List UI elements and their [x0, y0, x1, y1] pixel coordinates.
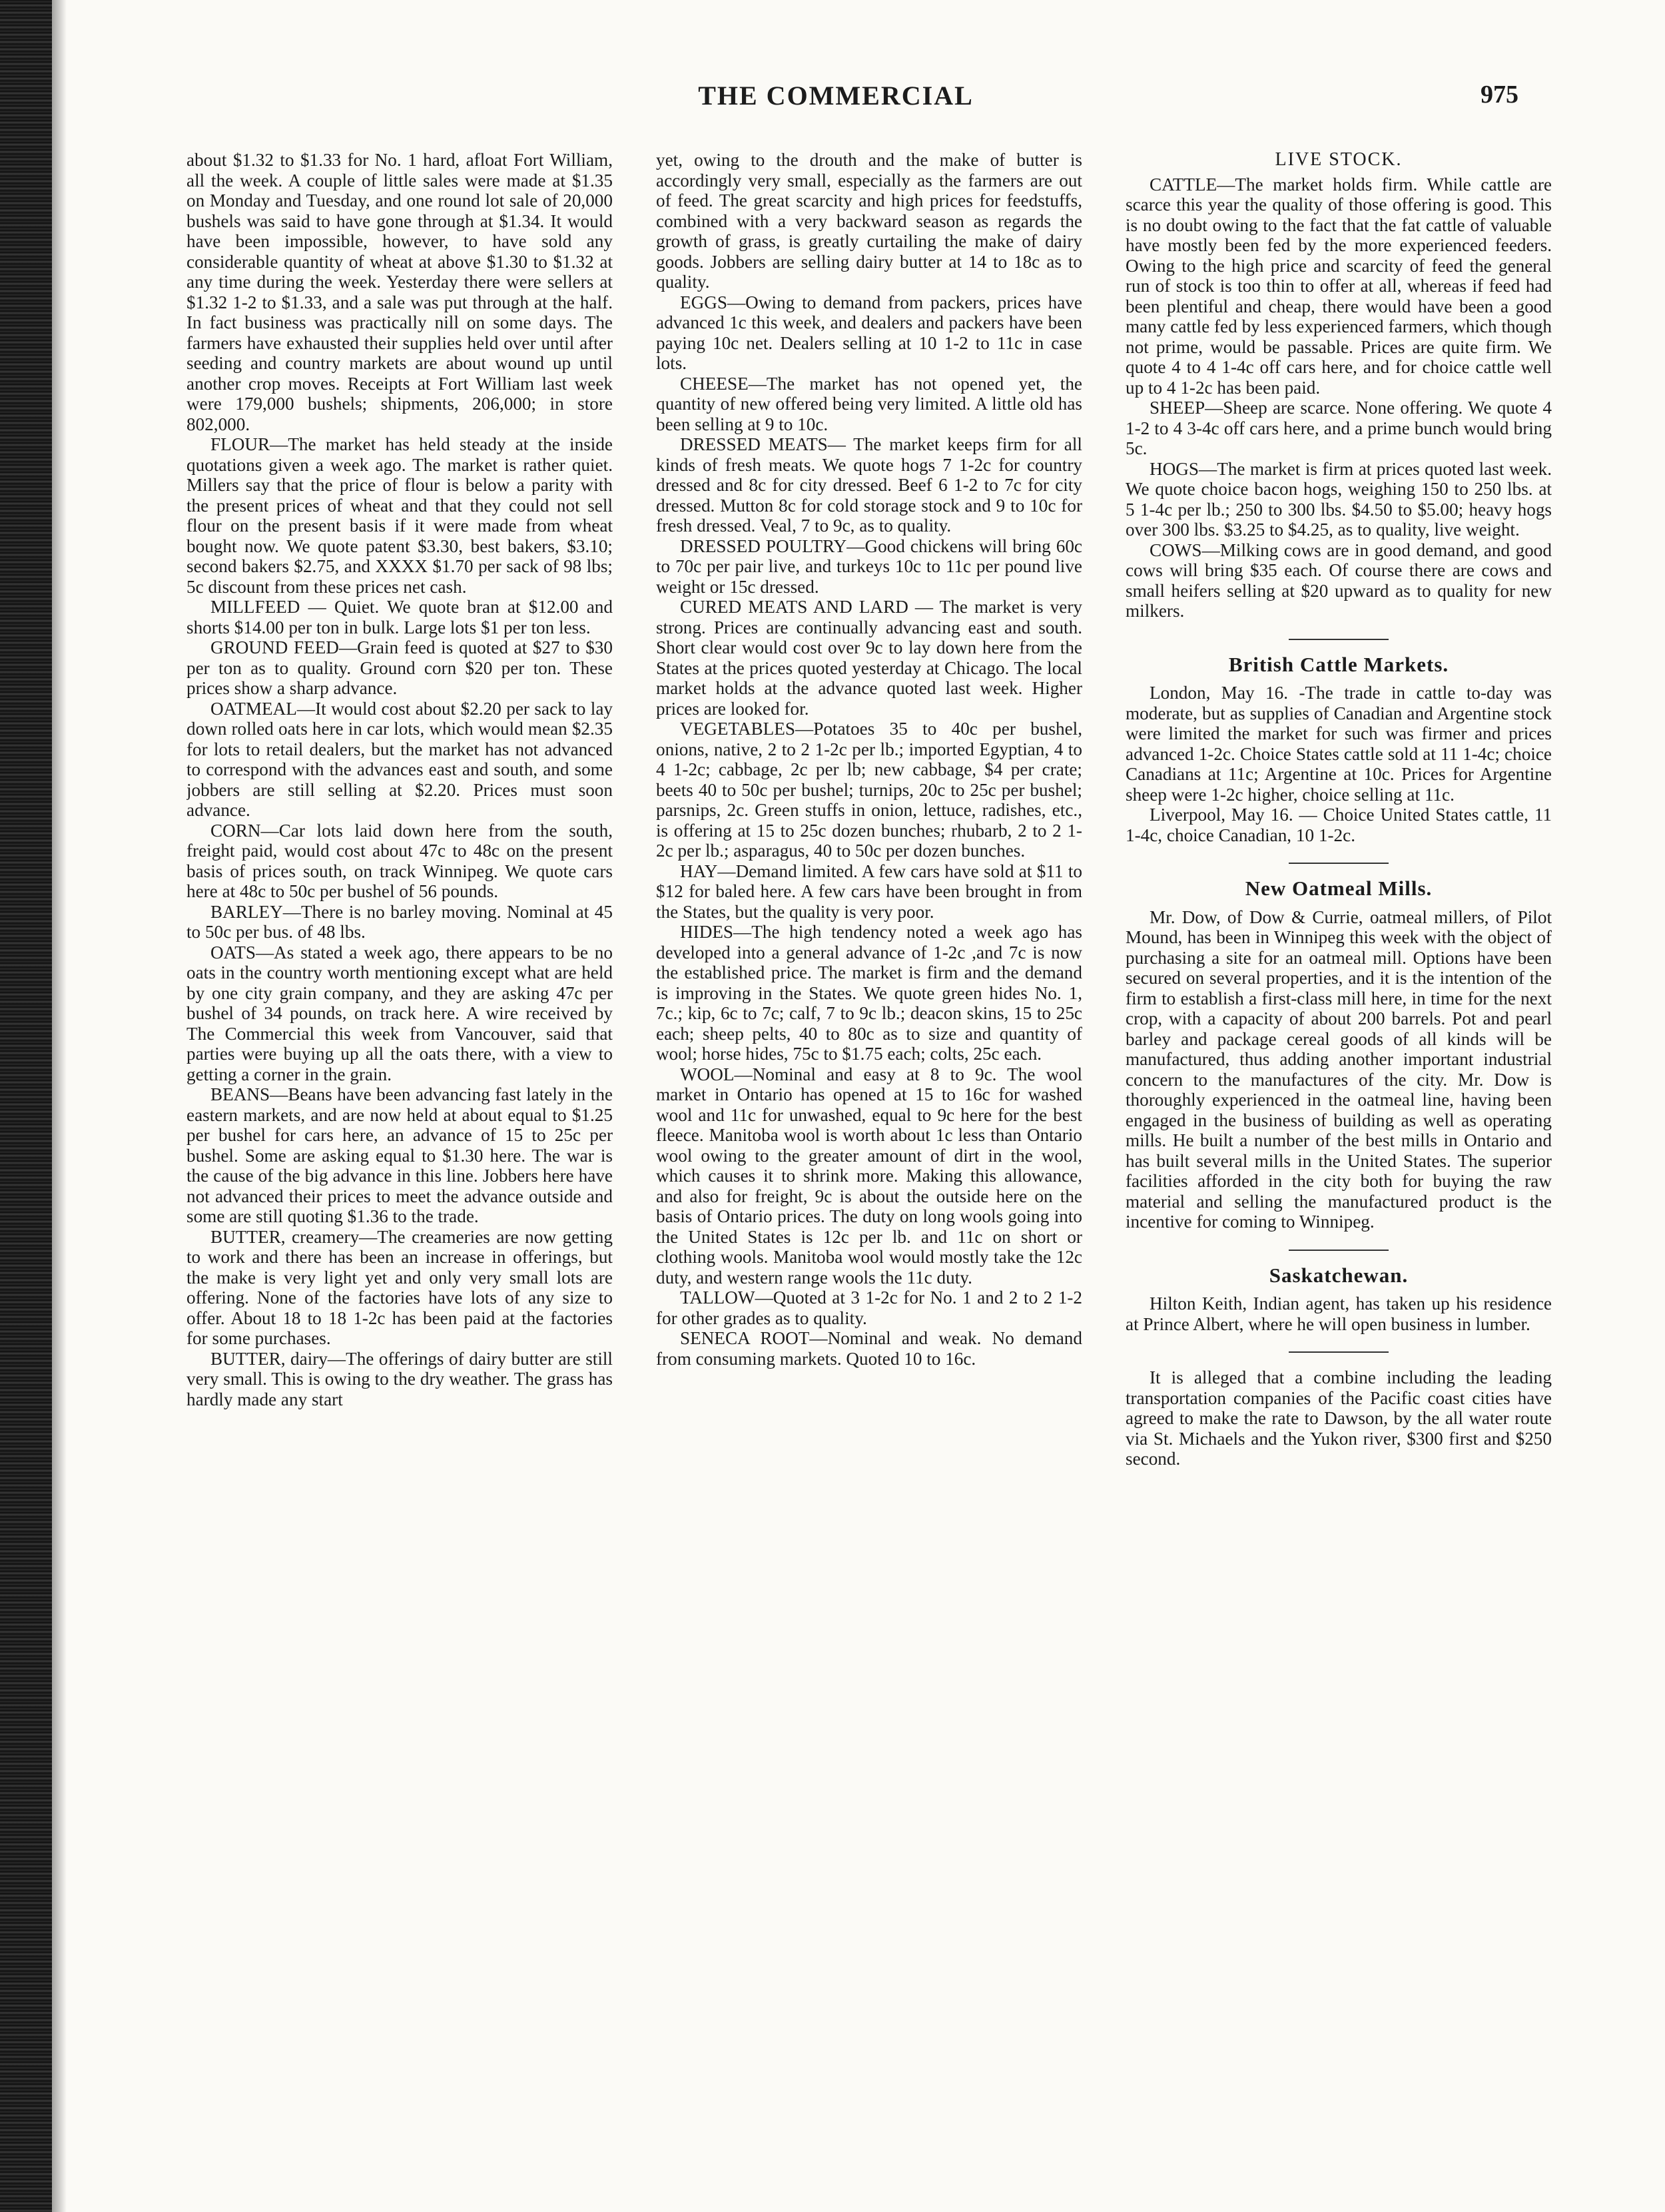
column-left — [186, 150, 613, 2188]
cheese-paragraph: CHEESE—The market has not opened yet, the quantity of new offered being very limited. A little old has been selling at 9 to 10c. — [656, 373, 1082, 434]
cattle-paragraph: CATTLE—The market holds firm. While cattle are scarce this year the quality of those offering is good. This is no doubt owing to the fact that the fat cattle of valuable have mostly been fed by the more experienced feeders. Owing to the high price and scarcity of feed the general run of stock is too thin to offer at all, whereas if feed had been plentiful and cheap, there would have been a good many cattle fed by less experienced farmers, which though not prime, would be passable. Prices are quite firm. We quote 4 to 4 1-4c off cars here, and for choice cattle well up to 4 1-2c has been paid. — [1126, 174, 1552, 398]
wheat-paragraph: about $1.32 to $1.33 for No. 1 hard, afloat Fort William, all the week. A couple of little sales were made at $1.35 on Monday and Tuesday, and one round lot sale of 20,000 bushels was said to have gone through at $1.34. It would have been impossible, however, to have sold any considerable quantity of wheat at above $1.30 to $1.32 at any time during the week. Yesterday there were sellers at $1.32 1-2 to $1.33, and a sale was put through at the half. In fact business was practically nill on some days. The farmers have exhausted their supplies held over until after seeding and country markets are about wound up until another crop moves. Receipts at Fort William last week were 179,000 bushels; shipments, 206,000; in store 802,000. — [186, 150, 613, 434]
section-divider — [1289, 863, 1389, 864]
hides-paragraph: HIDES—The high tendency noted a week ago has developed into a general advance of 1-2c ,and 7c is now the established price. The market is firm and the demand is improving in the States. We quote green hides No. 1, 7c.; kip, 6c to 7c; calf, 7 to 9c lb.; deacon skins, 15 to 25c each; sheep pelts, 40 to 80c as to size and quantity of wool; horse hides, 75c to $1.75 each; colts, 25c each. — [656, 922, 1082, 1064]
cured-meats-paragraph: CURED MEATS AND LARD — The market is very strong. Prices are continually advancing east and south. Short clear would cost over 9c to lay down here from the States at the prices quoted yesterday at Chicago. The local market holds at the advance quoted last week. Higher prices are looked for. — [656, 597, 1082, 719]
barley-paragraph: BARLEY—There is no barley moving. Nominal at 45 to 50c per bus. of 48 lbs. — [186, 901, 613, 942]
flour-paragraph: FLOUR—The market has held steady at the inside quotations given a week ago. The market is rather quiet. Millers say that the price of flour is below a parity with the present prices of wheat and that they could not sell flour on the present basis if it were made from wheat bought now. We quote patent $3.30, best bakers, $3.10; second bakers $2.75, and XXXX $1.70 per sack of 98 lbs; 5c discount from these prices net cash. — [186, 434, 613, 597]
dressed-meats-paragraph: DRESSED MEATS— The market keeps firm for all kinds of fresh meats. We quote hogs 7 1-2c for country dressed and 8c for city dressed. Beef 6 1-2 to 7c for city dressed. Mutton 8c for cold storage stock and 9 to 10c for fresh dressed. Veal, 7 to 9c, as to quality. — [656, 434, 1082, 536]
ground-feed-paragraph: GROUND FEED—Grain feed is quoted at $27 to $30 per ton as to quality. Ground corn $20 per ton. These prices show a sharp advance. — [186, 637, 613, 698]
page-header — [153, 80, 1518, 127]
section-divider — [1289, 1250, 1389, 1251]
vegetables-paragraph: VEGETABLES—Potatoes 35 to 40c per bushel, onions, native, 2 to 2 1-2c per lb.; imported Egyptian, 4 to 4 1-2c; cabbage, 2c per lb; new cabbage, $4 per crate; beets 40 to 50c per bushel; turnips, 20c to 25c per bushel; parsnips, 2c. Green stuffs in onion, lettuce, radishes, etc., is offering at 15 to 25c dozen bunches; rhubarb, 2 to 2 1-2c per lb.; asparagus, 40 to 50c per dozen bunches. — [656, 719, 1082, 861]
butter-continued-paragraph: yet, owing to the drouth and the make of butter is accordingly very small, especially as the farmers are out of feed. The great scarcity and high prices for feedstuffs, combined with a very backward season as regards the growth of grass, is greatly curtailing the make of dairy goods. Jobbers are selling dairy butter at 14 to 18c as to quality. — [656, 150, 1082, 292]
hogs-paragraph: HOGS—The market is firm at prices quoted last week. We quote choice bacon hogs, weighing 150 to 250 lbs. at 5 1-4c per lb.; 250 to 300 lbs. $4.50 to $5.00; heavy hogs over 300 lbs. $3.25 to $4.25, as to quality, live weight. — [1126, 458, 1552, 540]
saskatchewan-heading: Saskatchewan. — [1269, 1263, 1409, 1287]
section-divider — [1289, 639, 1389, 640]
cows-paragraph: COWS—Milking cows are in good demand, and good cows will bring $35 each. Of course there are cows and small heifers selling at $20 upward as to quality for new milkers. — [1126, 540, 1552, 621]
liverpool-paragraph: Liverpool, May 16. — Choice United States cattle, 11 1-4c, choice Canadian, 10 1-2c. — [1126, 805, 1552, 845]
british-cattle-heading: British Cattle Markets. — [1228, 652, 1449, 676]
dressed-poultry-paragraph: DRESSED POULTRY—Good chickens will bring 60c to 70c per pair live, and turkeys 10c to 11c per pound live weight or 15c dressed. — [656, 536, 1082, 597]
butter-dairy-paragraph: BUTTER, dairy—The offerings of dairy butter are still very small. This is owing to the dry weather. The grass has hardly made any start — [186, 1348, 613, 1409]
oatmeal-mills-paragraph: Mr. Dow, of Dow & Currie, oatmeal millers, of Pilot Mound, has been in Winnipeg this week with the object of purchasing a site for an oatmeal mill. Options have been secured on several properties, and it is the intention of the firm to establish a first-class mill here, in time for the next crop, with a capacity of about 200 barrels. Pot and pearl barley and package cereal goods of all kinds will be manufactured, thus adding another important industrial concern to the manufactures of the city. Mr. Dow is thoroughly experienced in the oatmeal line, having been engaged in the business of building as well as operating mills. He built a number of the best mills in Ontario and has built several mills in the United States. The superior facilities afforded in the city both for buying the raw material and selling the manufactured product is the incentive for coming to Winnipeg. — [1126, 907, 1552, 1232]
oats-paragraph: OATS—As stated a week ago, there appears to be no oats in the country worth mentioning except what are held by one city grain company, and they are asking 47c per bushel of 34 pounds, on track here. A wire received by The Commercial this week from Vancouver, said that parties were buying up all the oats there, with a view to getting a corner in the grain. — [186, 942, 613, 1084]
wool-paragraph: WOOL—Nominal and easy at 8 to 9c. The wool market in Ontario has opened at 15 to 16c for washed wool and 11c for unwashed, equal to 9c here for the best fleece. Manitoba wool is worth about 1c less than Ontario wool owing to the greater amount of dirt in the wool, which causes it to shrink more. Making this allowance, and also for freight, 9c is about the outside here on the basis of Ontario prices. The duty on long wools going into the United States is 12c per lb. and 11c on short or clothing wools. Manitoba wool would mostly take the 12c duty, and western range wools the 11c duty. — [656, 1064, 1082, 1288]
page-number: 975 — [1481, 81, 1518, 109]
corn-paragraph: CORN—Car lots laid down here from the south, freight paid, would cost about 47c to 48c on the present basis of prices south, on track Winnipeg. We quote cars here at 48c to 50c per bushel of 56 pounds. — [186, 820, 613, 901]
column-middle — [656, 150, 1082, 2188]
sheep-paragraph: SHEEP—Sheep are scarce. None offering. We quote 4 1-2 to 4 3-4c off cars here, and a prime bunch would bring 5c. — [1126, 398, 1552, 458]
saskatchewan-paragraph: Hilton Keith, Indian agent, has taken up his residence at Prince Albert, where he will open business in lumber. — [1126, 1293, 1552, 1334]
publication-title: THE COMMERCIAL — [698, 81, 974, 111]
live-stock-heading: LIVE STOCK. — [1275, 150, 1403, 170]
section-divider — [1289, 1351, 1389, 1353]
london-paragraph: London, May 16. -The trade in cattle to-day was moderate, but as supplies of Canadian and Argentine stock were limited the market for such was firmer and prices advanced 1-2c. Choice States cattle sold at 11 1-4c; choice Canadians at 11c; Argentine at 10c. Prices for Argentine sheep were 1-2c higher, choice selling at 11c. — [1126, 683, 1552, 805]
spine-shadow — [52, 0, 67, 2212]
beans-paragraph: BEANS—Beans have been advancing fast lately in the eastern markets, and are now held at about equal to $1.25 per bushel for cars here, an advance of 15 to 25c per bushel. Some are asking equal to $1.30 here. The war is the cause of the big advance in this line. Jobbers here have not advanced their prices to meet the advance outside and some are still quoting $1.36 to the trade. — [186, 1084, 613, 1226]
hay-paragraph: HAY—Demand limited. A few cars have sold at $11 to $12 for baled here. A few cars have been brought in from the States, but the quality is very poor. — [656, 861, 1082, 922]
seneca-root-paragraph: SENECA ROOT—Nominal and weak. No demand from consuming markets. Quoted 10 to 16c. — [656, 1328, 1082, 1369]
eggs-paragraph: EGGS—Owing to demand from packers, prices have advanced 1c this week, and dealers and packers have been paying 10c net. Dealers selling at 10 1-2 to 11c in case lots. — [656, 292, 1082, 373]
column-right — [1126, 150, 1552, 2188]
butter-creamery-paragraph: BUTTER, creamery—The creameries are now getting to work and there has been an increase in offerings, but the make is very light yet and only very small lots are offering. None of the factories have lots of any size to offer. About 18 to 18 1-2c has been paid at the factories for some purchases. — [186, 1226, 613, 1348]
oatmeal-paragraph: OATMEAL—It would cost about $2.20 per sack to lay down rolled oats here in car lots, which would mean $2.35 for lots to retail dealers, but the market has not advanced to correspond with the advances east and south, and some jobbers are still selling at $2.20. Prices must soon advance. — [186, 698, 613, 820]
book-spine-edge — [0, 0, 52, 2212]
combine-paragraph: It is alleged that a combine including the leading transportation companies of the Pacific coast cities have agreed to make the rate to Dawson, by the all water route via St. Michaels and the Yukon river, $300 first and $250 second. — [1126, 1367, 1552, 1469]
millfeed-paragraph: MILLFEED — Quiet. We quote bran at $12.00 and shorts $14.00 per ton in bulk. Large lots $1 per ton less. — [186, 597, 613, 637]
oatmeal-mills-heading: New Oatmeal Mills. — [1245, 877, 1433, 900]
tallow-paragraph: TALLOW—Quoted at 3 1-2c for No. 1 and 2 to 2 1-2 for other grades as to quality. — [656, 1288, 1082, 1328]
